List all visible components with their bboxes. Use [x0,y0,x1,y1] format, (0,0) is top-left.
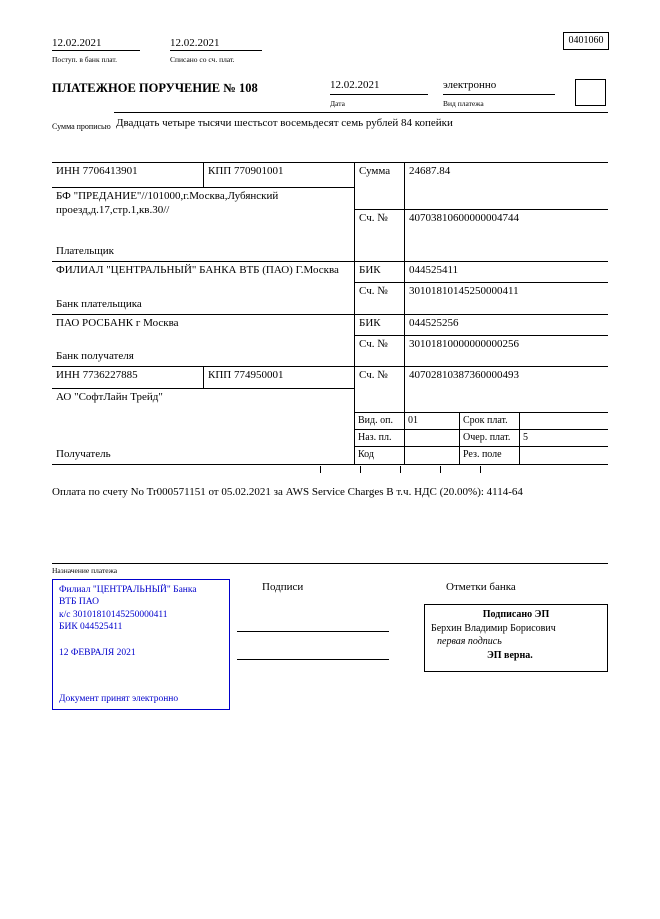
divider-tick [480,466,481,473]
payee-bank-left-block [52,315,355,366]
signature-type: первая подпись [437,636,502,647]
payee-bank-label: Банк получателя [56,350,134,363]
divider-tick [440,466,441,473]
signature-line-1 [237,631,389,632]
bank-marks-label: Отметки банка [446,581,516,593]
payment-kind-label: Вид платежа [443,99,484,108]
payer-bank-left-block [52,262,355,314]
document-date-label: Дата [330,99,345,108]
payee-bank-account-label: Сч. № [355,336,405,366]
payee-bank-name: ПАО РОСБАНК г Москва [56,317,179,329]
status-box [575,79,606,106]
signatures-label: Подписи [262,581,304,593]
payer-bank-section [52,262,608,315]
payer-bank-bik-value: 044525411 [409,264,459,276]
debited-from-account-label: Списано со сч. плат. [170,55,235,64]
payer-bank-label: Банк плательщика [56,298,142,311]
payer-bank-right-block [355,262,608,314]
signed-ep-title: Подписано ЭП [482,609,550,620]
signer-name: Берхин Владимир Борисович [431,622,556,634]
divider-tick [320,466,321,473]
payee-bank-bik-label: БИК [355,315,405,335]
payer-bank-bik-label: БИК [355,262,405,282]
document-date: 12.02.2021 [330,79,428,95]
payer-bank-name: ФИЛИАЛ "ЦЕНТРАЛЬНЫЙ" БАНКА ВТБ (ПАО) Г.Москва [56,264,339,276]
payer-inn: ИНН 7706413901 [52,163,204,187]
payer-section [52,163,608,262]
rez-pole-value [520,447,608,464]
payer-name: БФ "ПРЕДАНИЕ"//101000,г.Москва,Лубянский проезд,д.17,стр.1,кв.30// [56,190,279,216]
payee-bank-right-block [355,315,608,366]
payee-account-label: Сч. № [355,367,405,412]
srok-plat-label: Срок плат. [460,413,520,429]
requisites-table [52,163,608,465]
received-in-bank-date: 12.02.2021 [52,37,140,51]
received-in-bank-label: Поступ. в банк плат. [52,55,117,64]
purpose-underline [52,563,608,564]
payer-account-value: 40703810600000004744 [409,212,519,224]
ocher-plat-value: 5 [523,432,528,443]
payer-bank-account-value: 30101810145250000411 [409,285,519,297]
payer-bank-account-label: Сч. № [355,283,405,314]
ep-valid-note: ЭП верна. [487,649,533,661]
stamp-bik: БИК 044525411 [59,622,123,633]
electronic-signature-box [424,604,608,672]
payee-bank-section [52,315,608,367]
payer-label: Плательщик [56,245,114,258]
payee-name: АО "СофтЛайн Трейд" [56,391,163,403]
rez-pole-label: Рез. поле [460,447,520,464]
kod-label: Код [355,447,405,464]
kod-value [405,447,460,464]
payee-label: Получатель [56,448,111,461]
bank-electronic-stamp [52,579,230,710]
payee-inn: ИНН 7736227885 [52,367,204,388]
payee-right-block [355,367,608,464]
stamp-date: 12 ФЕВРАЛЯ 2021 [59,648,136,659]
stamp-bank-name-line2: ВТБ ПАО [59,597,99,608]
form-code-box: 0401060 [563,32,609,50]
payment-kind-value: электронно [443,79,555,95]
sum-value: 24687.84 [409,165,451,177]
payment-purpose-text: Оплата по счету No Tr000571151 от 05.02.2021 за AWS Service Charges В т.ч. НДС (20.00%): 4114-64 [52,486,523,498]
payee-bank-account-value: 30101810000000000256 [409,338,519,350]
sum-label: Сумма [355,163,405,209]
payer-account-label: Сч. № [355,210,405,261]
document-title: ПЛАТЕЖНОЕ ПОРУЧЕНИЕ № 108 [52,81,258,95]
payee-kpp: КПП 774950001 [208,369,284,381]
stamp-corr-account: к/с 30101810145250000411 [59,609,168,620]
amount-words-label: Сумма прописью [52,122,111,131]
vid-op-label: Вид. оп. [355,413,405,429]
payee-left-block [52,367,355,464]
ocher-plat-label: Очер. плат. [460,430,520,446]
stamp-bank-name-line1: Филиал "ЦЕНТРАЛЬНЫЙ" Банка [59,585,197,595]
naz-pl-label: Наз. пл. [355,430,405,446]
purpose-label: Назначение платежа [52,566,118,575]
payee-account-value: 40702810387360000493 [409,369,519,381]
payer-kpp: КПП 770901001 [208,165,284,177]
divider-tick [400,466,401,473]
vid-op-value: 01 [405,413,460,429]
signature-line-2 [237,659,389,660]
payee-bank-bik-value: 044525256 [409,317,459,329]
amount-words-row [52,112,608,163]
stamp-accepted-note: Документ принят электронно [59,693,179,704]
debited-from-account-date: 12.02.2021 [170,37,262,51]
payer-left-block [52,163,355,261]
payer-right-block [355,163,608,261]
srok-plat-value [520,413,608,429]
amount-words-value: Двадцать четыре тысячи шестьсот восемьдесят семь рублей 84 копейки [114,112,608,162]
naz-pl-value [405,430,460,446]
payee-section [52,367,608,465]
divider-tick [360,466,361,473]
